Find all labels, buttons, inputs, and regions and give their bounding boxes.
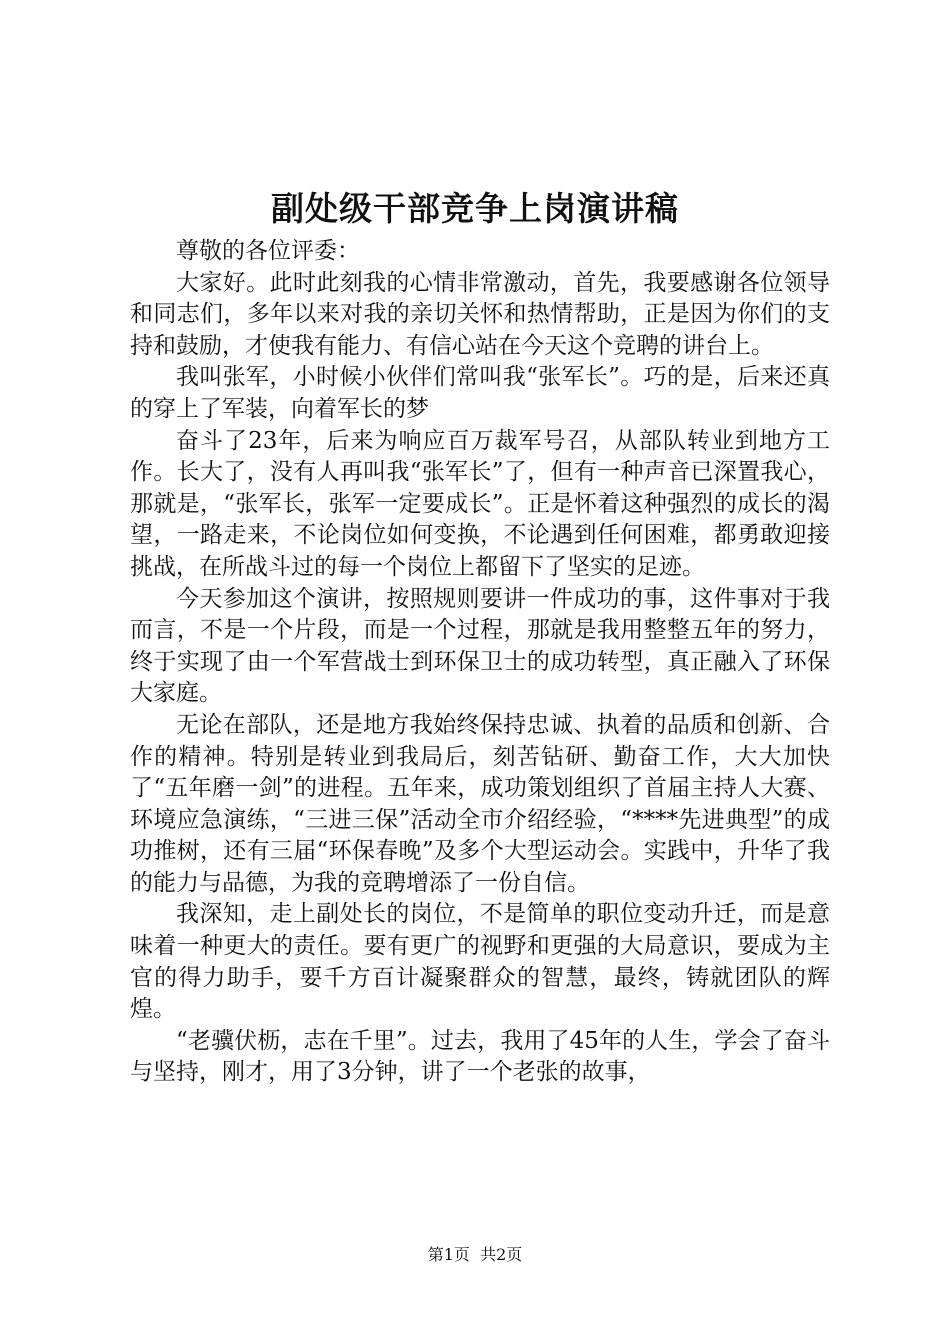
- document-body: [130, 236, 830, 1089]
- paragraph-introduction: 我叫张军，小时候小伙伴们常叫我“张军长”。巧的是，后来还真的穿上了军装，向着军长的梦: [130, 364, 830, 422]
- paragraph-closing: “老骥伏枥，志在千里”。过去，我用了45年的人生，学会了奋斗与坚持，刚才，用了3分钟，讲了一个老张的故事，: [130, 1027, 830, 1086]
- page-total: 共2页: [480, 1245, 523, 1264]
- page-footer: [0, 1244, 950, 1266]
- document-title: 副处级干部竞争上岗演讲稿: [271, 189, 679, 228]
- paragraph-responsibility: 我深知，走上副处长的岗位，不是简单的职位变动升迁，而是意味着一种更大的责任。要有更广的视野和更强的大局意识，要成为主官的得力助手，要千方百计凝聚群众的智慧，最终，铸就团队的辉煌。: [130, 901, 830, 1023]
- paragraph-achievements: 无论在部队，还是地方我始终保持忠诚、执着的品质和创新、合作的精神。特别是转业到我局后，刻苦钻研、勤奋工作，大大加快了“五年磨一剑”的进程。五年来，成功策划组织了首届主持人大赛、环境应急演练，“三进三保”活动全市介绍经验，“****先进典型”的成功推树，还有三届“环保春晚”及多个大型运动会。实践中，升华了我的能力与品德，为我的竞聘增添了一份自信。: [130, 711, 830, 896]
- paragraph-success-story: 今天参加这个演讲，按照规则要讲一件成功的事，这件事对于我而言，不是一个片段，而是一个过程，那就是我用整整五年的努力，终于实现了由一个军营战士到环保卫士的成功转型，真正融入了环保大家庭。: [130, 585, 830, 707]
- paragraph-salutation: 尊敬的各位评委：: [176, 238, 360, 264]
- paragraph-military-career: 奋斗了23年，后来为响应百万裁军号召，从部队转业到地方工作。长大了，没有人再叫我“张军长”了，但有一种声音已深置我心，那就是，“张军长，张军一定要成长”。正是怀着这种强烈的成长的渴望，一路走来，不论岗位如何变换，不论遇到任何困难，都勇敢迎接挑战，在所战斗过的每一个岗位上都留下了坚实的足迹。: [130, 427, 830, 580]
- page-number: 第1页: [427, 1245, 470, 1264]
- paragraph-greeting: 大家好。此时此刻我的心情非常激动，首先，我要感谢各位领导和同志们，多年以来对我的亲切关怀和热情帮助，正是因为你们的支持和鼓励，才使我有能力、有信心站在今天这个竞聘的讲台上。: [130, 269, 830, 359]
